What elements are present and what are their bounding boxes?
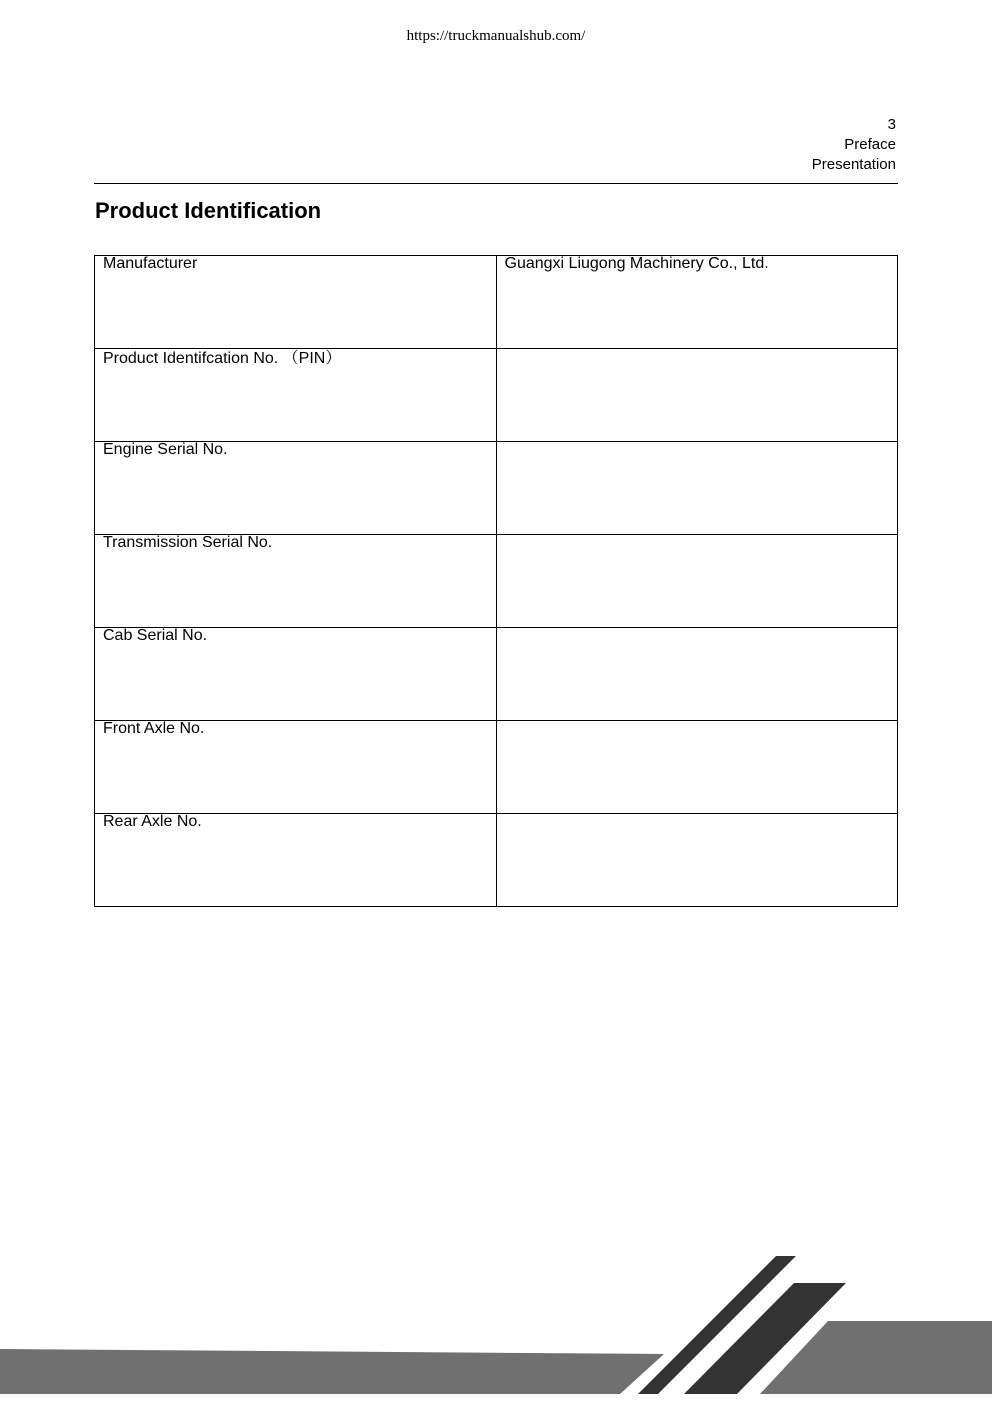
table-row-cab-serial: [95, 628, 898, 721]
row-value: [496, 442, 898, 535]
section-name: Preface: [844, 136, 896, 153]
row-value: [496, 814, 898, 907]
row-label: Transmission Serial No.: [95, 535, 497, 628]
row-label: Manufacturer: [95, 256, 497, 349]
table-row-rear-axle: [95, 814, 898, 907]
row-label: Front Axle No.: [95, 721, 497, 814]
row-value: [496, 349, 898, 442]
running-header: [812, 115, 896, 175]
row-value: [496, 721, 898, 814]
footer-band-left: [0, 1349, 664, 1394]
table-row-manufacturer: [95, 256, 898, 349]
table-row-pin: [95, 349, 898, 442]
row-value: [496, 535, 898, 628]
row-value: [496, 628, 898, 721]
table-row-front-axle: [95, 721, 898, 814]
subsection-name: Presentation: [811, 156, 896, 173]
row-label: Engine Serial No.: [95, 442, 497, 535]
row-value: Guangxi Liugong Machinery Co., Ltd.: [496, 256, 898, 349]
product-identification-table: [94, 255, 898, 907]
header-divider: [94, 183, 898, 184]
page-number: 3: [887, 116, 896, 133]
source-url: https://truckmanualshub.com/: [406, 28, 586, 44]
row-label: Rear Axle No.: [95, 814, 497, 907]
row-label: Cab Serial No.: [95, 628, 497, 721]
table-row-engine-serial: [95, 442, 898, 535]
row-label: Product Identifcation No. （PIN）: [95, 349, 497, 442]
footer-decoration: [0, 1250, 992, 1404]
page-title: Product Identification: [95, 198, 322, 223]
table-row-transmission-serial: [95, 535, 898, 628]
